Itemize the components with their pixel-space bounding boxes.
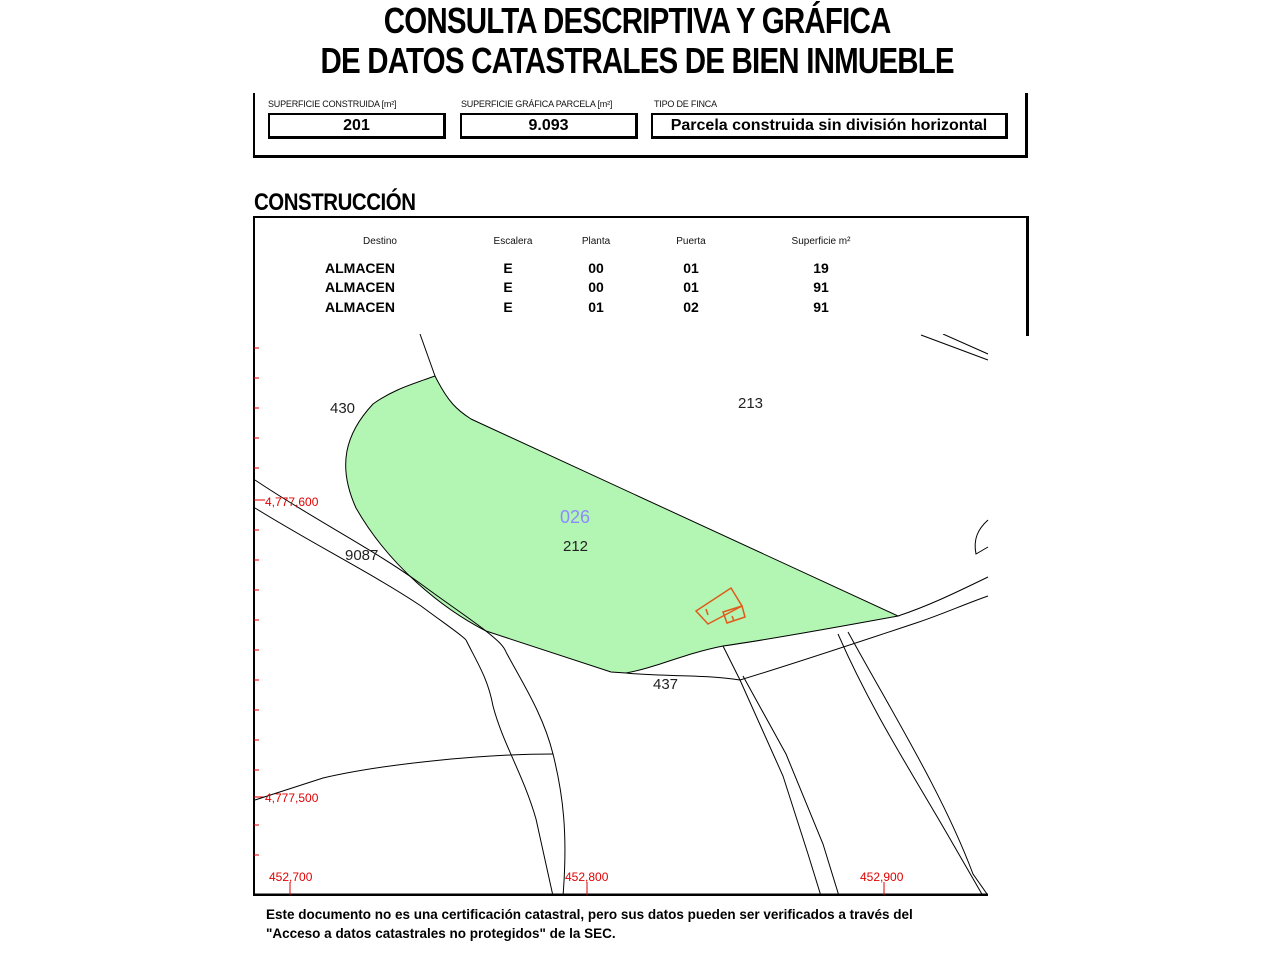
parcel-430-label: 430: [330, 400, 356, 417]
cell-escalera: E: [503, 299, 513, 315]
footer-line-2: "Acceso a datos catastrales no protegidos" de la SEC.: [266, 926, 616, 941]
col-escalera-header: Escalera: [493, 236, 533, 247]
cell-planta: 00: [588, 260, 604, 276]
construccion-title: CONSTRUCCIÓN: [254, 189, 416, 216]
construccion-box: [253, 216, 1029, 336]
superficie-construida-field: 201: [268, 113, 446, 139]
col-destino-header: Destino: [363, 236, 397, 247]
col-planta-header: Planta: [581, 236, 611, 247]
tipo-finca-label: TIPO DE FINCA: [654, 99, 717, 109]
parcel-437-label: 437: [653, 676, 679, 693]
cadastral-map: [253, 334, 993, 896]
cell-superficie: 91: [813, 299, 829, 315]
cell-puerta: 02: [683, 299, 699, 315]
parcel-212-label: 212: [563, 538, 589, 555]
coord-x-left: 452,700: [269, 870, 313, 884]
cell-destino: ALMACEN: [325, 260, 395, 276]
col-puerta-header: Puerta: [676, 236, 706, 247]
cell-puerta: 01: [683, 279, 699, 295]
page-title: CONSULTA DESCRIPTIVA Y GRÁFICA: [383, 0, 891, 41]
coord-y-upper: 4,777,600: [265, 495, 319, 509]
parcel-213-label: 213: [738, 395, 764, 412]
cell-escalera: E: [503, 279, 513, 295]
cell-puerta: 01: [683, 260, 699, 276]
coord-x-mid: 452,800: [565, 870, 609, 884]
cell-escalera: E: [503, 260, 513, 276]
tipo-finca-field: Parcela construida sin división horizontal: [651, 113, 1008, 139]
cell-superficie: 19: [813, 260, 829, 276]
col-superficie-header: Superficie m²: [791, 236, 851, 247]
superficie-grafica-field: 9.093: [460, 113, 638, 139]
parcel-9087-label: 9087: [345, 547, 379, 564]
superficie-grafica-label: SUPERFICIE GRÁFICA PARCELA [m²]: [461, 99, 613, 109]
polygon-id-label: 026: [560, 507, 591, 527]
parcel-212-polygon: [346, 376, 898, 673]
cell-planta: 00: [588, 279, 604, 295]
cell-destino: ALMACEN: [325, 299, 395, 315]
superficie-construida-label: SUPERFICIE CONSTRUIDA [m²]: [268, 99, 397, 109]
page-subtitle: DE DATOS CATASTRALES DE BIEN INMUEBLE: [320, 40, 954, 81]
footer-line-1: Este documento no es una certificación catastral, pero sus datos pueden ser verificados a través del: [266, 907, 913, 922]
cell-superficie: 91: [813, 279, 829, 295]
cell-destino: ALMACEN: [325, 279, 395, 295]
coord-x-right: 452,900: [860, 870, 904, 884]
cell-planta: 01: [588, 299, 604, 315]
footer-note: [266, 905, 996, 943]
coord-y-lower: 4,777,500: [265, 791, 319, 805]
